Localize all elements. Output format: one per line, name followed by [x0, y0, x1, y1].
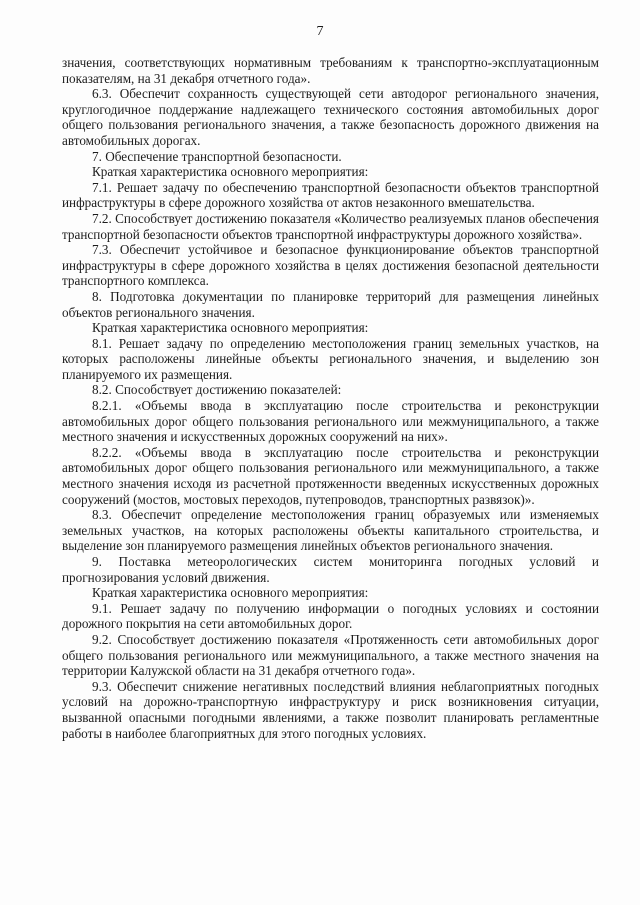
- paragraph-7-1: 7.1. Решает задачу по обеспечению транспортной безопасности объектов транспортной инфраструктуры в сфере дорожного хозяйства от актов незаконного вмешательства.: [62, 179, 599, 211]
- paragraph-continuation: значения, соответствующих нормативным требованиям к транспортно-эксплуатационным показателям, на 31 декабря отчетного года».: [62, 55, 599, 86]
- paragraph-7-3: 7.3. Обеспечит устойчивое и безопасное функционирование объектов транспортной инфраструктуры в сфере дорожного хозяйства в целях достижения безопасной деятельности транспортного комплекса.: [62, 242, 599, 289]
- summary-label-9: Краткая характеристика основного мероприятия:: [92, 585, 369, 601]
- paragraph-8-2: 8.2. Способствует достижению показателей:: [92, 382, 342, 398]
- page-number: 7: [316, 24, 324, 39]
- paragraph-8-2-1: 8.2.1. «Объемы ввода в эксплуатацию после строительства и реконструкции автомобильных дорог общего пользования регионального или межмуниципального, а также местного значения и искусственных дорожных сооружений на них».: [62, 398, 599, 445]
- paragraph-8-3: 8.3. Обеспечит определение местоположения границ образуемых или изменяемых земельных участков, на которых расположены объекты капитального строительства, и выделение зон планируемого размещения линейных объектов регионального значения.: [62, 507, 599, 554]
- paragraph-8-2-2: 8.2.2. «Объемы ввода в эксплуатацию после строительства и реконструкции автомобильных дорог общего пользования регионального или межмуниципального, а также местного значения исходя из расчетной протяженности введенных искусственных дорожных сооружений (мостов, мостовых переходов, путепроводов, транспортных развязок)».: [62, 444, 599, 507]
- paragraph-9-2: 9.2. Способствует достижению показателя «Протяженность сети автомобильных дорог общего пользования регионального или межмуниципального, а также местного значения на территории Калужской области на 31 декабря отчетного года».: [62, 631, 599, 679]
- summary-label-8: Краткая характеристика основного мероприятия:: [92, 320, 369, 336]
- paragraph-9-1: 9.1. Решает задачу по получению информации о погодных условиях и состоянии дорожного покрытия на сети автомобильных дорог.: [62, 600, 599, 632]
- heading-7: 7. Обеспечение транспортной безопасности.: [92, 148, 342, 164]
- paragraph-6-3: 6.3. Обеспечит сохранность существующей сети автодорог регионального значения, круглогодичное поддержание надлежащего технического состояния автомобильных дорог общего пользования регионального значения, а также безопасность дорожного движения на автомобильных дорогах.: [62, 86, 599, 148]
- paragraph-8-1: 8.1. Решает задачу по определению местоположения границ земельных участков, на которых расположены линейные объекты регионального значения, и выделению зон планируемого их размещения.: [62, 335, 599, 382]
- summary-label-7: Краткая характеристика основного мероприятия:: [92, 164, 369, 180]
- document-body: [62, 55, 599, 741]
- paragraph-7-2: 7.2. Способствует достижению показателя «Количество реализуемых планов обеспечения транспортной безопасности объектов транспортной инфраструктуры дорожного хозяйства».: [62, 210, 599, 242]
- paragraph-9-3: 9.3. Обеспечит снижение негативных последствий влияния неблагоприятных погодных условий на дорожно-транспортную инфраструктуру и риск возникновения ситуации, вызванной опасными погодными явлениями, а также позволит планировать регламентные работы в наиболее благоприятных для этого погодных условиях.: [62, 678, 599, 741]
- heading-9: 9. Поставка метеорологических систем мониторинга погодных условий и прогнозирования условий движения.: [62, 554, 599, 585]
- heading-8: 8. Подготовка документации по планировке территорий для размещения линейных объектов регионального значения.: [62, 288, 599, 320]
